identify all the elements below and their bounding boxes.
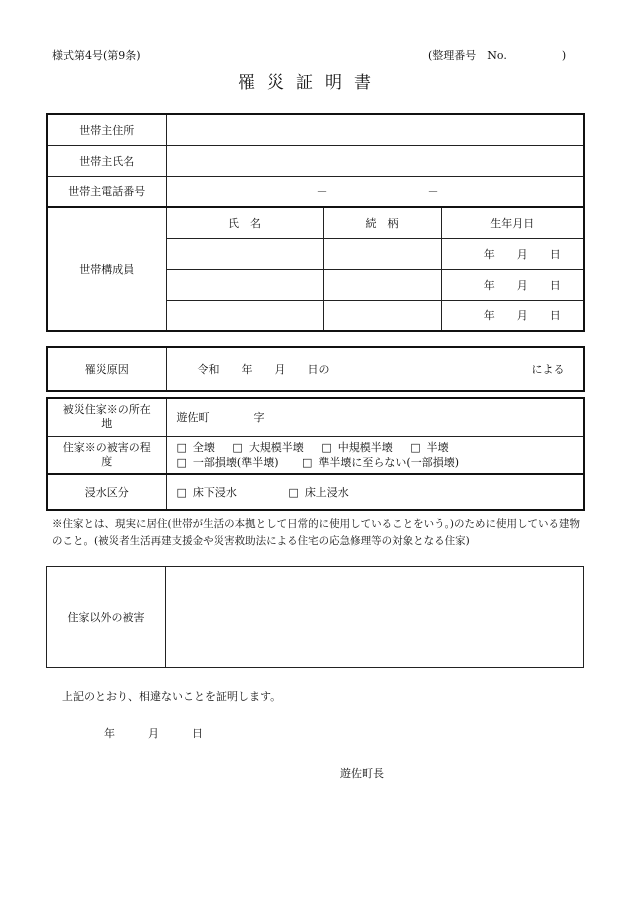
checkbox-icon[interactable]: □ (410, 440, 421, 454)
other-damage-table (46, 566, 584, 668)
phone-dash-2: － (427, 185, 439, 199)
checkbox-icon[interactable]: □ (288, 486, 299, 499)
member-name-field[interactable] (166, 300, 323, 331)
certification-statement: 上記のとおり、相違ないことを証明します。 (62, 690, 282, 703)
flood-label: 浸水区分 (47, 474, 166, 510)
phone-field[interactable] (166, 176, 584, 207)
location-field[interactable]: 遊佐町 字 (166, 398, 584, 436)
cause-table (46, 346, 585, 392)
member-name-field[interactable] (166, 269, 323, 300)
cause-label: 罹災原因 (47, 347, 166, 391)
address-field[interactable] (166, 114, 584, 145)
phone-dash-1: － (316, 185, 328, 199)
member-relation-field[interactable] (323, 269, 441, 300)
checkbox-icon[interactable]: □ (176, 440, 187, 454)
page-title: 罹災証明書 (238, 73, 383, 93)
cause-date-text: 令和 年 月 日の (197, 363, 330, 376)
address-label: 世帯主住所 (47, 114, 166, 145)
name-label: 世帯主氏名 (47, 145, 166, 176)
col-name-header: 氏 名 (166, 207, 323, 238)
checkbox-icon[interactable]: □ (232, 440, 243, 454)
flood-options (166, 474, 584, 510)
member-birth-field[interactable]: 年 月 日 (441, 238, 584, 269)
other-damage-field[interactable] (166, 567, 584, 668)
member-name-field[interactable] (166, 238, 323, 269)
degree-options (166, 436, 584, 474)
certification-date[interactable]: 年 月 日 (104, 727, 203, 740)
member-relation-field[interactable] (323, 300, 441, 331)
members-label: 世帯構成員 (47, 207, 166, 331)
residence-note: ※住家とは、現実に居住(世帯が生活の本拠として日常的に使用していることをいう。)のために使用している建物のこと。(被災者生活再建支援金や災害救助法による住宅の応急修理等の対象となる住家) (52, 518, 580, 547)
member-relation-field[interactable] (323, 238, 441, 269)
other-damage-label: 住家以外の被害 (47, 567, 166, 668)
member-birth-field[interactable]: 年 月 日 (441, 269, 584, 300)
degree-option: 全壊 (192, 440, 215, 454)
issuer: 遊佐町長 (340, 767, 384, 780)
phone-label: 世帯主電話番号 (47, 176, 166, 207)
degree-option: 一部損壊(準半壊) (192, 455, 279, 469)
household-table (46, 113, 585, 332)
flood-option: 床上浸水 (304, 486, 349, 499)
checkbox-icon[interactable]: □ (176, 455, 187, 469)
col-relation-header: 続 柄 (323, 207, 441, 238)
degree-label: 住家※の被害の程度 (47, 436, 166, 474)
cause-field[interactable] (166, 347, 584, 391)
damage-table (46, 397, 585, 511)
location-label: 被災住家※の所在地 (47, 398, 166, 436)
degree-option: 準半壊に至らない(一部損壊) (318, 455, 459, 469)
checkbox-icon[interactable]: □ (302, 455, 313, 469)
flood-option: 床下浸水 (192, 486, 237, 499)
form-number: 様式第4号(第9条) (52, 49, 141, 62)
reference-number: (整理番号 No. ) (428, 49, 567, 62)
degree-option: 大規模半壊 (248, 440, 304, 454)
checkbox-icon[interactable]: □ (176, 486, 187, 499)
degree-option: 中規模半壊 (337, 440, 393, 454)
checkbox-icon[interactable]: □ (321, 440, 332, 454)
cause-suffix: による (531, 363, 565, 376)
col-birth-header: 生年月日 (441, 207, 584, 238)
name-field[interactable] (166, 145, 584, 176)
degree-option: 半壊 (426, 440, 449, 454)
member-birth-field[interactable]: 年 月 日 (441, 300, 584, 331)
